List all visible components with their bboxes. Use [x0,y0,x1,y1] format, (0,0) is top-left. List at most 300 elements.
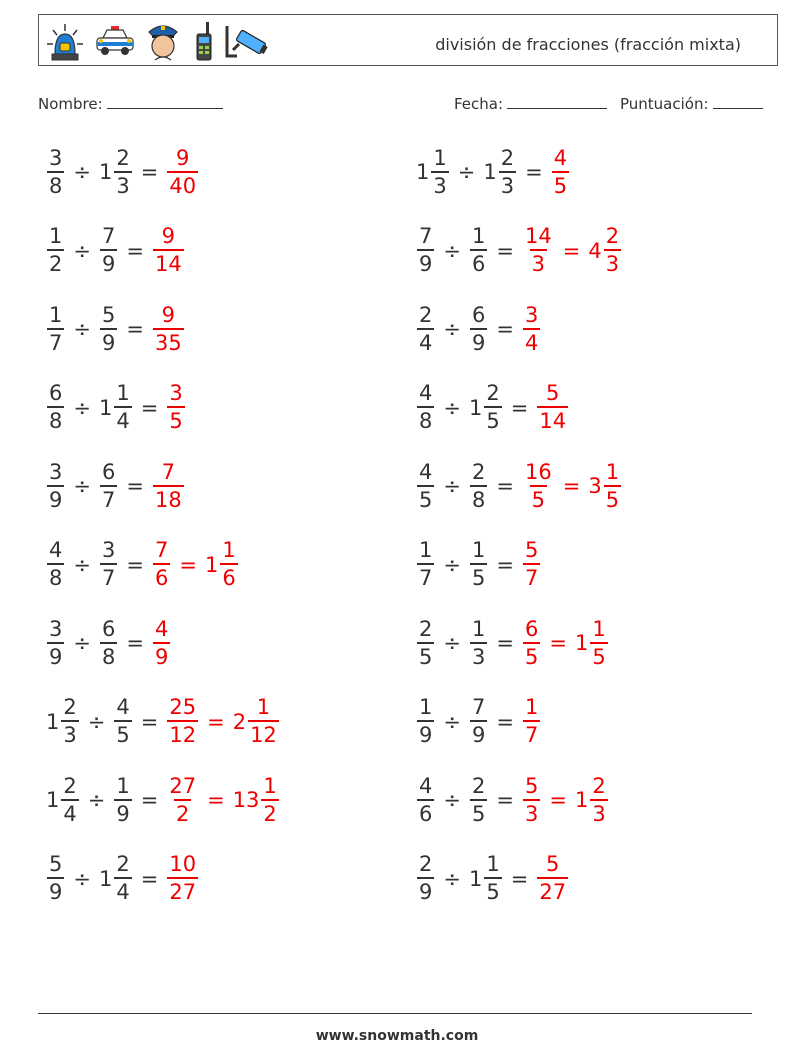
security-camera-icon [223,20,271,62]
numerator: 5 [524,773,539,798]
denominator: 3 [590,799,607,825]
problem-item [416,613,609,673]
date-blank[interactable] [507,94,607,109]
fraction [484,854,501,903]
divisor [113,773,132,826]
fraction [100,616,117,669]
whole-number: 1 [98,160,113,184]
numerator: 10 [169,852,197,876]
fraction [47,616,64,669]
problem-item [46,299,185,359]
answer [152,616,171,669]
numerator: 6 [101,616,116,641]
answer-mixed-number [574,773,609,826]
equals-sign: = [126,552,144,577]
denominator: 4 [114,406,131,432]
answer [522,226,622,275]
denominator: 5 [417,485,434,511]
denominator: 9 [100,328,117,354]
divisor [99,459,118,512]
equals-sign: = [510,866,529,891]
fraction [153,459,184,512]
score-blank[interactable] [713,94,763,109]
fraction [604,226,621,275]
division-sign: ÷ [443,395,461,420]
divisor [99,383,133,432]
answer-fraction [152,226,185,275]
dividend [416,697,435,746]
numerator: 1 [222,538,236,562]
division-sign: ÷ [457,160,476,184]
answer-fraction [166,697,199,746]
fraction [484,383,501,432]
problem-item [46,692,280,752]
division-sign: ÷ [443,709,461,734]
fraction [523,302,540,355]
numerator: 3 [524,302,539,327]
answer-mixed-number [588,226,622,275]
numerator: 1 [486,852,500,876]
numerator: 9 [161,224,176,248]
numerator: 1 [419,695,433,719]
numerator: 1 [419,538,433,562]
denominator: 2 [47,249,64,275]
fraction [470,616,487,669]
denominator: 9 [153,642,170,668]
numerator: 1 [256,695,271,719]
denominator: 3 [470,642,487,668]
problem-item [416,770,609,830]
fraction [470,773,487,826]
fraction [153,302,184,355]
problem-item [416,456,622,516]
fraction [417,383,434,432]
dividend [416,383,435,432]
denominator: 9 [470,328,487,354]
equals-sign: = [140,395,159,420]
fraction [153,540,170,589]
name-field[interactable] [38,94,223,113]
fraction [417,697,434,746]
numerator: 2 [419,616,433,641]
numerator: 4 [419,773,433,798]
answer-fraction [152,616,171,669]
fraction [167,697,198,746]
score-label: Puntuación: [620,95,709,113]
answer-fraction [166,383,185,432]
numerator: 4 [116,695,130,719]
numerator: 2 [116,852,130,876]
divisor [99,226,118,275]
fraction [47,854,64,903]
fraction [523,616,540,669]
denominator: 4 [61,799,78,825]
fraction [100,302,117,355]
denominator: 5 [470,563,487,589]
whole-number: 1 [574,631,589,655]
denominator: 3 [530,249,547,275]
numerator: 1 [116,773,130,798]
whole-number: 1 [574,788,589,812]
denominator: 9 [417,720,434,746]
answer-mixed-number [574,616,609,669]
whole-number: 1 [468,866,483,891]
problem-item [416,221,622,281]
denominator: 9 [47,485,64,511]
answer-equals-sign: = [562,474,581,498]
numerator: 2 [486,381,500,405]
numerator: 2 [500,145,515,170]
divisor [469,383,503,432]
denominator: 5 [523,642,540,668]
numerator: 2 [605,224,620,248]
worksheet-header [38,14,778,66]
numerator: 5 [546,852,560,876]
answer-fraction [522,226,555,275]
division-sign: ÷ [443,317,461,341]
dividend [416,540,435,589]
denominator: 27 [537,877,568,903]
divisor [469,226,488,275]
numerator: 1 [433,145,447,170]
answer-fraction [522,459,555,512]
equals-sign: = [126,317,144,341]
fraction [552,145,569,198]
fraction [417,540,434,589]
fraction [417,226,434,275]
division-sign: ÷ [73,866,91,891]
denominator: 6 [220,563,237,589]
answer-equals-sign: = [207,788,225,812]
whole-number: 1 [416,160,430,184]
whole-number: 4 [588,238,602,263]
numerator: 9 [176,145,190,170]
numerator: 5 [101,302,116,327]
numerator: 5 [49,852,63,876]
problem-item [416,692,541,752]
division-sign: ÷ [443,238,461,263]
fraction [537,854,568,903]
numerator: 2 [419,302,433,327]
numerator: 1 [471,616,486,641]
answer [522,302,541,355]
division-sign: ÷ [73,395,91,420]
fraction [417,302,434,355]
denominator: 9 [417,877,434,903]
dividend [416,145,450,198]
numerator: 3 [49,459,63,484]
dividend [46,854,65,903]
answer [551,145,570,198]
divisor [99,540,118,589]
denominator: 3 [431,171,448,197]
divisor [469,459,488,512]
answer-fraction [522,616,541,669]
answer [166,697,279,746]
denominator: 5 [167,406,184,432]
denominator: 3 [114,171,131,197]
fraction [417,616,434,669]
denominator: 14 [153,249,184,275]
answer-equals-sign: = [549,631,567,655]
answer-fraction [522,773,541,826]
numerator: 7 [161,459,176,484]
dividend [46,302,65,355]
fraction [47,459,64,512]
denominator: 4 [114,877,131,903]
equals-sign: = [510,395,529,420]
answer-fraction [152,459,185,512]
answer-fraction [152,302,185,355]
equals-sign: = [496,238,514,263]
whole-number: 1 [468,395,483,420]
name-label: Nombre: [38,95,103,113]
score-field[interactable] [620,94,763,113]
problem-item [416,535,541,595]
dividend [416,226,435,275]
denominator: 5 [530,485,547,511]
answer-fraction [522,697,541,746]
numerator: 5 [546,381,560,405]
fraction [153,616,170,669]
equals-sign: = [140,160,159,184]
equals-sign: = [126,474,144,498]
numerator: 9 [161,302,176,327]
answer-mixed-number [588,459,622,512]
division-sign: ÷ [73,317,91,341]
denominator: 9 [100,249,117,275]
problem-item [416,142,570,202]
footer-url: www.snowmath.com [315,1028,479,1044]
numerator: 3 [49,616,63,641]
numerator: 4 [419,459,433,484]
denominator: 8 [47,171,64,197]
numerator: 2 [63,695,77,719]
divisor [113,697,132,746]
numerator: 1 [524,695,539,719]
division-sign: ÷ [443,866,461,891]
fraction [417,459,434,512]
numerator: 25 [169,695,197,719]
denominator: 12 [248,720,279,746]
numerator: 6 [524,616,539,641]
fraction [499,145,516,198]
denominator: 5 [552,171,569,197]
denominator: 3 [604,249,621,275]
problem-item [46,142,199,202]
answer [166,854,199,903]
denominator: 5 [590,642,607,668]
answer-fraction [152,540,171,589]
fraction [114,383,131,432]
equals-sign: = [496,788,514,812]
divisor [99,302,118,355]
denominator: 5 [470,799,487,825]
denominator: 27 [167,877,198,903]
denominator: 3 [61,720,78,746]
walkie-talkie-icon [189,20,217,62]
divisor [469,540,488,589]
denominator: 35 [153,328,184,354]
dividend [46,697,80,746]
answer-fraction [536,854,569,903]
denominator: 7 [523,563,540,589]
fraction [261,773,278,826]
fraction [47,302,64,355]
divisor [469,854,503,903]
division-sign: ÷ [443,631,461,655]
problem-item [46,849,199,909]
fraction [47,145,64,198]
denominator: 8 [470,485,487,511]
numerator: 2 [419,852,433,876]
problem-item [46,378,186,438]
numerator: 2 [592,773,606,798]
numerator: 14 [524,224,552,248]
fraction [431,145,448,198]
problem-item [46,613,171,673]
denominator: 5 [484,406,501,432]
problem-item [46,770,280,830]
numerator: 1 [592,616,606,641]
dividend [46,616,65,669]
answer [522,697,541,746]
denominator: 8 [417,406,434,432]
numerator: 16 [524,459,552,484]
fraction [114,697,131,746]
division-sign: ÷ [73,238,91,263]
denominator: 7 [100,485,117,511]
fraction [523,459,554,512]
denominator: 40 [167,171,198,197]
numerator: 1 [116,381,130,405]
denominator: 2 [261,799,278,825]
fraction [167,383,184,432]
numerator: 4 [49,538,63,562]
denominator: 2 [174,799,191,825]
fraction [100,226,117,275]
numerator: 7 [471,695,486,719]
fraction [114,145,131,198]
whole-number: 1 [98,866,113,891]
divisor [99,616,118,669]
answer [522,459,622,512]
equals-sign: = [140,709,159,734]
dividend [46,226,65,275]
whole-number: 1 [46,788,60,812]
fraction [523,773,540,826]
denominator: 7 [417,563,434,589]
answer [166,383,185,432]
fraction [604,459,621,512]
fraction [47,226,64,275]
fraction [100,540,117,589]
whole-number: 13 [232,788,260,812]
divisor [469,697,488,746]
numerator: 1 [49,224,63,248]
answer-fraction [522,302,541,355]
equals-sign: = [496,709,514,734]
answer-equals-sign: = [549,788,567,812]
answer-fraction [536,383,569,432]
denominator: 8 [47,563,64,589]
answer-fraction [166,145,199,198]
date-field[interactable] [454,94,607,113]
division-sign: ÷ [73,552,91,577]
fraction [248,697,279,746]
dividend [46,773,80,826]
dividend [46,383,65,432]
equals-sign: = [496,317,514,341]
denominator: 8 [100,642,117,668]
numerator: 1 [605,459,620,484]
problem-item [416,299,541,359]
fraction [590,773,607,826]
footer-divider [38,1013,752,1014]
divisor [98,145,133,198]
numerator: 3 [49,145,63,170]
equals-sign: = [140,866,159,891]
division-sign: ÷ [443,552,461,577]
numerator: 1 [263,773,277,798]
fraction [523,226,554,275]
fraction [470,459,487,512]
denominator: 9 [470,720,487,746]
problem-item [416,378,569,438]
denominator: 4 [417,328,434,354]
answer-fraction [551,145,570,198]
siren-icon [43,20,87,62]
denominator: 3 [523,799,540,825]
division-sign: ÷ [73,474,91,498]
division-sign: ÷ [87,709,106,734]
denominator: 14 [537,406,568,432]
fraction [167,773,198,826]
numerator: 6 [49,381,63,405]
denominator: 8 [47,406,64,432]
answer-mixed-number [205,540,239,589]
divisor [469,773,488,826]
whole-number: 3 [588,474,602,498]
fraction [523,540,540,589]
whole-number: 1 [204,552,219,577]
numerator: 1 [49,302,63,327]
divisor [99,854,133,903]
problem-item [46,535,239,595]
whole-number: 1 [46,709,60,734]
worksheet-title: división de fracciones (fracción mixta) [435,35,741,54]
fraction [61,697,78,746]
answer [152,226,185,275]
dividend [46,540,65,589]
answer [522,540,541,589]
dividend [416,302,435,355]
answer [152,540,239,589]
answer [152,459,185,512]
denominator: 18 [153,485,184,511]
answer [522,773,609,826]
numerator: 2 [116,145,130,170]
dividend [46,459,65,512]
fraction [417,854,434,903]
fraction [470,540,487,589]
numerator: 1 [471,538,486,562]
numerator: 7 [154,538,169,562]
answer-equals-sign: = [562,238,581,263]
division-sign: ÷ [443,474,461,498]
name-blank[interactable] [107,94,223,109]
fraction [114,773,131,826]
